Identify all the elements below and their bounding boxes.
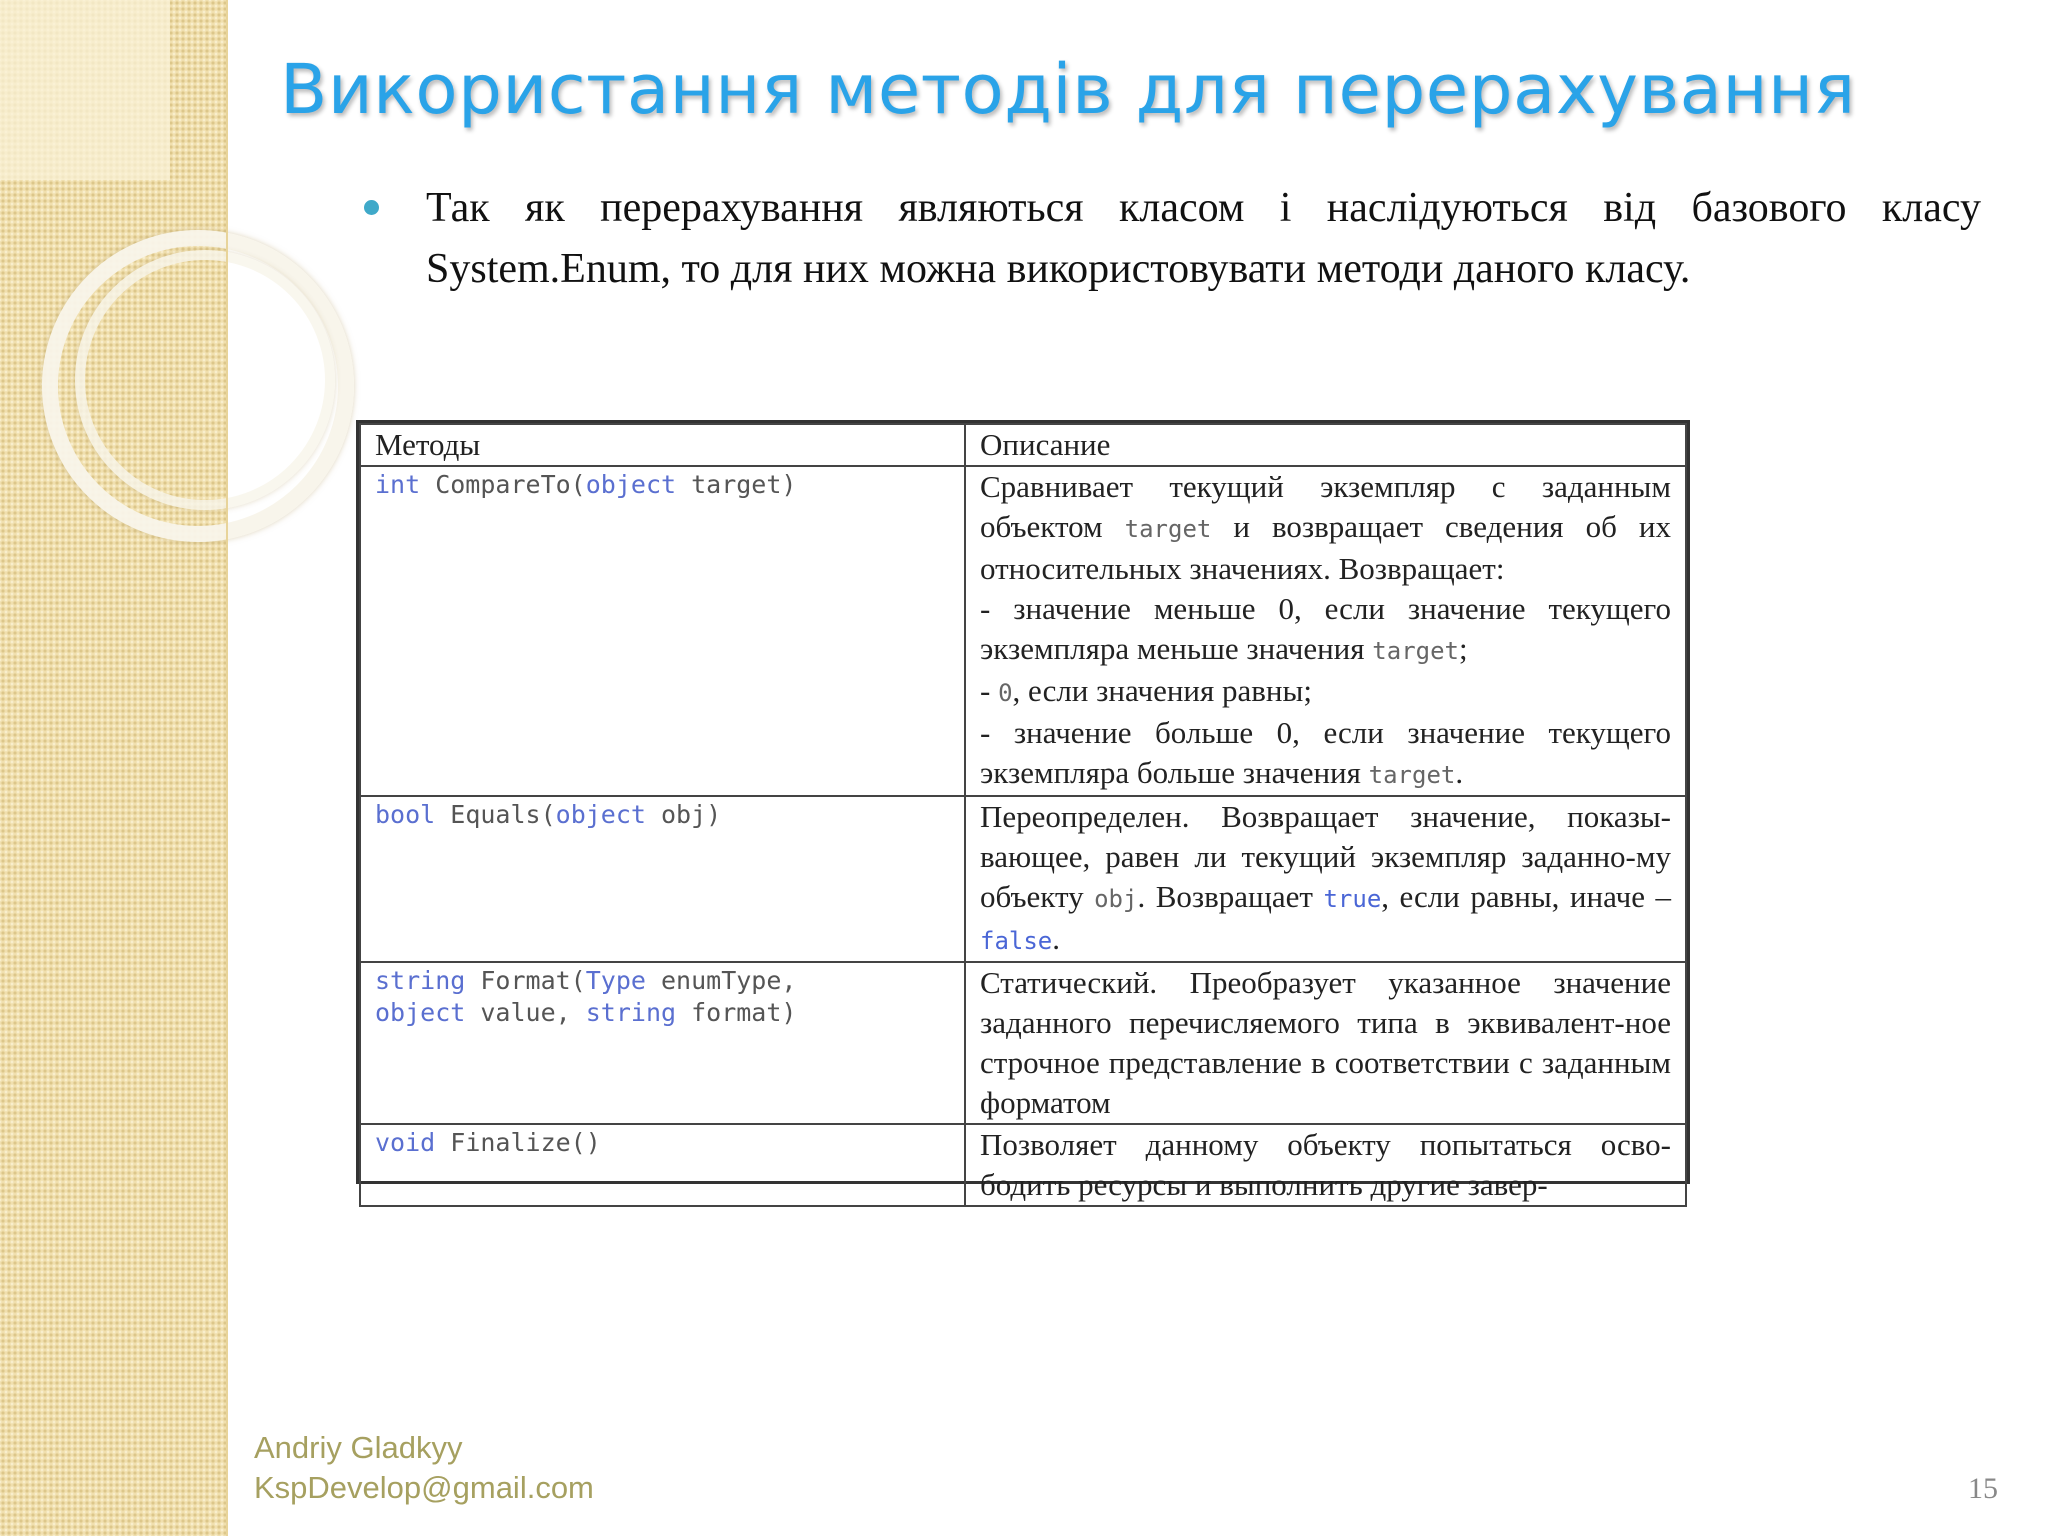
signature-text: value, bbox=[465, 998, 586, 1027]
table-row bbox=[360, 962, 1686, 1124]
sidebar-edge bbox=[226, 0, 228, 1536]
method-signature bbox=[375, 1125, 950, 1159]
signature-text: target) bbox=[676, 470, 797, 499]
page-number: 15 bbox=[1968, 1472, 1998, 1505]
code-keyword: string bbox=[375, 966, 466, 995]
method-description bbox=[965, 466, 1686, 796]
description-text: . Возвращает bbox=[1137, 879, 1324, 914]
code-keyword: Type bbox=[585, 966, 646, 995]
description-text: и возвращает сведения об их относительных значениях. Возвращает: bbox=[980, 509, 1671, 586]
description-text: ; bbox=[1459, 631, 1468, 666]
code-keyword: object bbox=[375, 998, 466, 1027]
methods-table bbox=[359, 423, 1687, 1207]
description-text: Сравнивает текущий экземпляр с заданным объектом bbox=[980, 469, 1671, 544]
method-signature bbox=[375, 467, 950, 501]
method-signature bbox=[375, 797, 950, 831]
table-header-row bbox=[360, 424, 1686, 466]
inline-code-keyword: true bbox=[1323, 885, 1382, 913]
signature-text: CompareTo( bbox=[420, 470, 586, 499]
description-text: Позволяет данному объекту попытаться осво-бодить ресурсы и выполнить другие завер- bbox=[980, 1127, 1671, 1202]
inline-code: 0 bbox=[998, 679, 1013, 707]
header-description: Описание bbox=[965, 424, 1686, 466]
bullet-text: Так як перерахування являються класом і наслідуються від базового класу System.Enum, то для них можна використовувати методи даного класу. bbox=[426, 185, 1981, 292]
description-text: , если равны, иначе – bbox=[1381, 879, 1671, 914]
code-keyword: void bbox=[375, 1128, 436, 1157]
code-keyword: object bbox=[585, 470, 677, 499]
footer-author: Andriy Gladkyy bbox=[254, 1430, 463, 1465]
signature-text: Finalize() bbox=[435, 1128, 601, 1157]
code-keyword: int bbox=[375, 470, 421, 499]
description-text: , если значения равны; bbox=[1012, 673, 1312, 708]
description-text: - значение больше 0, если значение текущего экземпляра больше значения bbox=[980, 715, 1671, 790]
decorative-sidebar bbox=[0, 0, 228, 1536]
inline-code: target bbox=[1124, 515, 1212, 543]
signature-text: obj) bbox=[645, 800, 722, 829]
decorative-ring-small bbox=[75, 250, 335, 510]
description-text: - bbox=[980, 673, 999, 708]
inline-code-keyword: false bbox=[980, 927, 1053, 955]
methods-table-image bbox=[356, 420, 1690, 1202]
method-signature bbox=[375, 963, 950, 1029]
method-description bbox=[965, 962, 1686, 1124]
inline-code: target bbox=[1372, 637, 1459, 665]
table-row bbox=[360, 466, 1686, 796]
sidebar-top-panel bbox=[0, 0, 170, 180]
signature-text: Equals( bbox=[435, 800, 556, 829]
table-row bbox=[360, 1124, 1686, 1206]
slide-title: Використання методів для перерахування bbox=[280, 50, 1856, 130]
footer-credits bbox=[254, 1428, 594, 1508]
header-methods: Методы bbox=[360, 424, 965, 466]
bullet-dot-icon bbox=[364, 200, 379, 215]
footer-email: KspDevelop@gmail.com bbox=[254, 1470, 594, 1505]
description-text: Статический. Преобразует указанное значение заданного перечисляемого типа в эквивалент-ное строчное представление в соответствии с заданным форматом bbox=[980, 965, 1671, 1120]
description-text: . bbox=[1455, 755, 1464, 790]
description-text: - значение меньше 0, если значение текущего экземпляра меньше значения bbox=[980, 591, 1671, 666]
code-keyword: bool bbox=[375, 800, 436, 829]
signature-text: format) bbox=[676, 998, 797, 1027]
code-keyword: string bbox=[585, 998, 677, 1027]
description-text: Переопределен. Возвращает значение, показы-вающее, равен ли текущий экземпляр заданно-му объекту bbox=[980, 799, 1671, 914]
method-description bbox=[965, 796, 1686, 962]
table-row bbox=[360, 796, 1686, 962]
inline-code: obj bbox=[1094, 885, 1138, 913]
description-text: . bbox=[1052, 921, 1060, 956]
code-keyword: object bbox=[555, 800, 646, 829]
signature-text: enumType, bbox=[645, 966, 797, 995]
signature-text: Format( bbox=[465, 966, 586, 995]
inline-code: target bbox=[1368, 761, 1456, 789]
method-description bbox=[965, 1124, 1686, 1206]
